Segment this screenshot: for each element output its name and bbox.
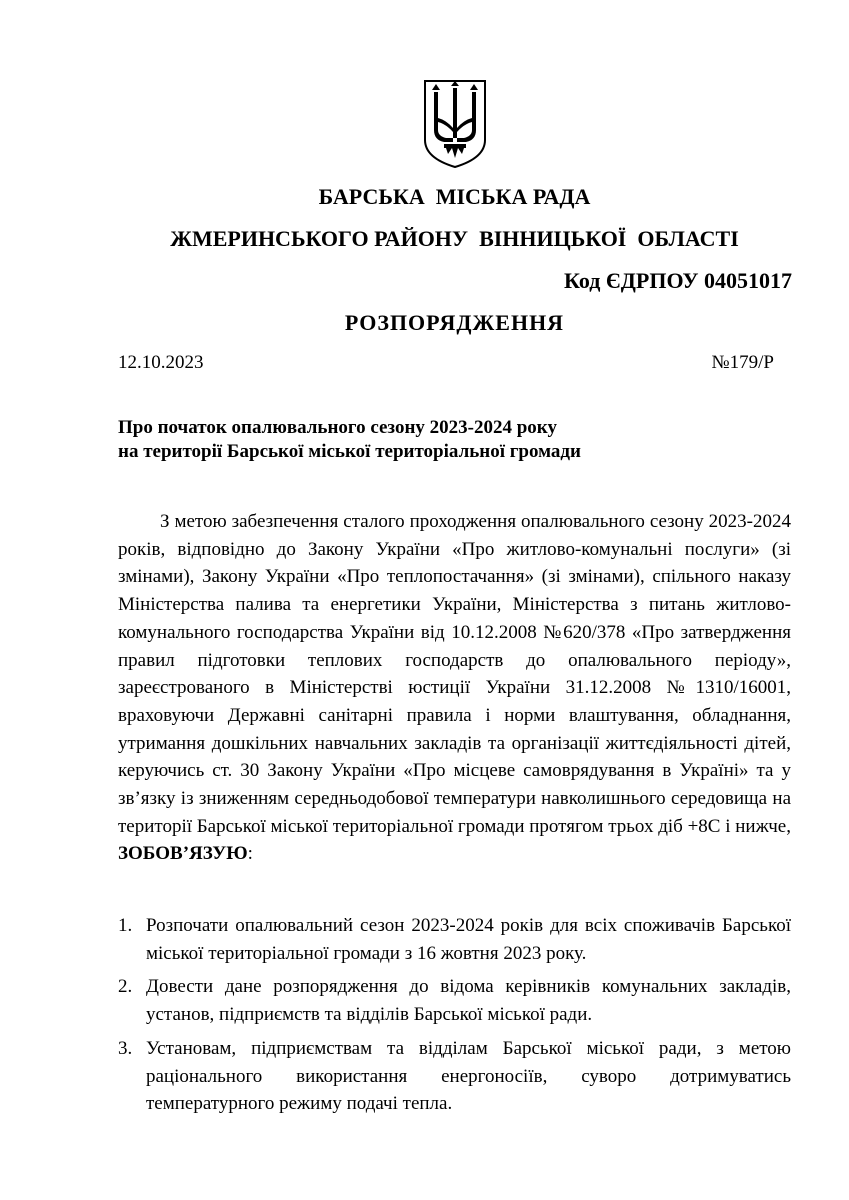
district-name: ЖМЕРИНСЬКОГО РАЙОНУ ВІННИЦЬКОЇ ОБЛАСТІ xyxy=(170,226,739,251)
subject-line-2: на території Барської міської територіальної громади xyxy=(118,441,581,462)
edrpou-code: Код ЄДРПОУ 04051017 xyxy=(564,268,792,293)
list-item-text: Довести дане розпорядження до відома керівників комунальних закладів, установ, підприємств та відділів Барської міської ради. xyxy=(146,976,791,1026)
list-item-text: Установам, підприємствам та відділам Барської міської ради, з метою раціонального використання енергоносіїв, суворо дотримуватись температурного режиму подачі тепла. xyxy=(146,1037,791,1115)
document-type-title: РОЗПОРЯДЖЕННЯ xyxy=(344,310,565,335)
coat-of-arms-icon xyxy=(422,78,488,170)
list-item-number: 3. xyxy=(118,1037,133,1059)
subject-line-1: Про початок опалювального сезону 2023-2024 року xyxy=(118,417,557,438)
preamble-paragraph xyxy=(118,508,791,868)
document-subject xyxy=(118,416,581,464)
document-number: №179/Р xyxy=(711,352,774,373)
directive-word: ЗОБОВ’ЯЗУЮ xyxy=(118,843,248,865)
council-name: БАРСЬКА МІСЬКА РАДА xyxy=(318,184,591,209)
list-item xyxy=(118,912,791,967)
directive-colon: : xyxy=(247,843,253,865)
document-date: 12.10.2023 xyxy=(118,352,204,373)
list-item xyxy=(118,1035,791,1118)
list-item-number: 2. xyxy=(118,976,133,998)
preamble-text: З метою забезпечення сталого проходження опалювального сезону 2023-2024 років, відповідно до Закону України «Про житлово-комунальні послуги» (зі змінами), Закону України «Про теплопостачання» (зі змінами), спільного наказу Міністерства палива та енергетики України, Міністерства з питань житлово-комунального господарства України від 10.12.2008 №620/378 «Про затвердження правил підготовки теплових господарств до опалювального періоду», зареєстрованого в Міністерстві юстиції України 31.12.2008 №1310/16001, враховуючи Державні санітарні правила і норми влаштування, обладнання, утримання дошкільних навчальних закладів та організації життєдіяльності дітей, керуючись ст. 30 Закону України «Про місцеве самоврядування в Україні» та у зв’язку із зниженням середньодобової температури навколишнього середовища на території Барської міської територіальної громади протягом трьох діб +8С і нижче, xyxy=(118,511,791,837)
list-item xyxy=(118,973,791,1028)
orders-list xyxy=(118,912,791,1124)
list-item-number: 1. xyxy=(118,915,133,936)
list-item-text: Розпочати опалювальний сезон 2023-2024 років для всіх споживачів Барської міської територіальної громади з 16 жовтня 2023 року. xyxy=(146,915,791,964)
